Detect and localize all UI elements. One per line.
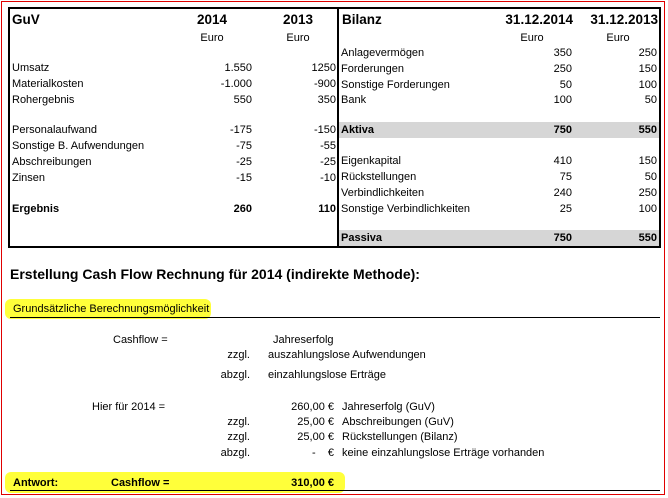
guv-row-label: Sonstige B. Aufwendungen: [12, 140, 145, 152]
guv-result-2014: 260: [233, 203, 252, 215]
guv-row-value-2013: -25: [320, 156, 336, 168]
bilanz-row-value-2013: 50: [644, 171, 657, 183]
guv-row-value-2014: -1.000: [220, 78, 252, 90]
bilanz-row-label: Forderungen: [341, 63, 404, 75]
bilanz-row-value-2013: 250: [638, 47, 657, 59]
calc-description: Jahreserfolg (GuV): [342, 401, 435, 413]
bilanz-row-value-2014: 350: [553, 47, 572, 59]
section-label: Grundsätzliche Berechnungsmöglichkeit: [13, 303, 210, 315]
guv-row-label: Materialkosten: [12, 78, 84, 90]
calc-operator: abzgl.: [220, 447, 250, 459]
bilanz-row-label: Bank: [341, 94, 367, 106]
bilanz-unit-2014: Euro: [520, 32, 544, 44]
guv-row-value-2013: -10: [320, 172, 336, 184]
calc-description: keine einzahlungslose Erträge vorhanden: [342, 447, 545, 459]
section-underline: [10, 317, 660, 318]
guv-year-2014: 2014: [196, 12, 228, 27]
bilanz-row-value-2014: 250: [553, 63, 572, 75]
calc-label: Hier für 2014 =: [92, 401, 166, 413]
calc-amount: 25,00 €: [297, 416, 334, 428]
formula-term: Jahreserfolg: [273, 334, 334, 346]
formula-term: auszahlungslose Aufwendungen: [268, 349, 426, 361]
answer-value: 310,00 €: [291, 477, 334, 489]
guv-row-label: Zinsen: [12, 172, 46, 184]
answer-underline: [10, 490, 660, 491]
guv-title: GuV: [12, 12, 40, 27]
guv-row-value-2013: 350: [317, 94, 336, 106]
guv-row-label: Rohergebnis: [12, 94, 75, 106]
guv-year-2013: 2013: [282, 12, 314, 27]
guv-row-value-2014: -75: [236, 140, 252, 152]
bilanz-row-label: Verbindlichkeiten: [341, 187, 425, 199]
guv-row-value-2014: 1.550: [224, 62, 252, 74]
guv-row-label: Umsatz: [12, 62, 50, 74]
bilanz-row-value-2013: 100: [638, 79, 657, 91]
calc-amount: 260,00 €: [291, 401, 334, 413]
guv-row-value-2013: -150: [313, 124, 336, 136]
bilanz-row-label: Rückstellungen: [341, 171, 417, 183]
bilanz-date-2013: 31.12.2013: [590, 12, 658, 27]
bilanz-row-value-2013: 250: [638, 187, 657, 199]
bilanz-row-value-2014: 75: [559, 171, 572, 183]
guv-row-value-2014: 550: [233, 94, 252, 106]
formula-term: einzahlungslose Erträge: [268, 369, 387, 381]
bilanz-row-value-2014: 25: [559, 203, 572, 215]
passiva-label: Passiva: [341, 232, 382, 244]
bilanz-row-value-2013: 150: [638, 155, 657, 167]
guv-row-value-2013: -900: [313, 78, 336, 90]
bilanz-row-value-2013: 50: [644, 94, 657, 106]
formula-label: Cashflow =: [113, 334, 168, 346]
calc-description: Abschreibungen (GuV): [342, 416, 454, 428]
answer-formula: Cashflow =: [111, 477, 170, 489]
bilanz-row-value-2014: 100: [553, 94, 572, 106]
passiva-2014: 750: [553, 232, 572, 244]
calc-amount: 25,00 €: [297, 431, 334, 443]
guv-row-value-2013: 1250: [311, 62, 336, 74]
bilanz-row-label: Sonstige Forderungen: [341, 79, 450, 91]
aktiva-2013: 550: [638, 124, 657, 136]
calc-operator: zzgl.: [227, 431, 250, 443]
bilanz-title: Bilanz: [342, 12, 382, 27]
guv-result-label: Ergebnis: [12, 203, 60, 215]
formula-operator: zzgl.: [227, 349, 250, 361]
bilanz-unit-2013: Euro: [606, 32, 630, 44]
bilanz-date-2014: 31.12.2014: [505, 12, 573, 27]
passiva-2013: 550: [638, 232, 657, 244]
calc-amount: - €: [311, 447, 334, 459]
bilanz-row-value-2013: 100: [638, 203, 657, 215]
bilanz-row-label: Eigenkapital: [341, 155, 401, 167]
guv-result-2013: 110: [318, 203, 336, 215]
calc-operator: zzgl.: [227, 416, 250, 428]
bilanz-row-value-2014: 410: [553, 155, 572, 167]
calc-description: Rückstellungen (Bilanz): [342, 431, 458, 443]
formula-operator: abzgl.: [220, 369, 250, 381]
bilanz-row-label: Sonstige Verbindlichkeiten: [341, 203, 471, 215]
guv-row-label: Personalaufwand: [12, 124, 98, 136]
cashflow-heading: Erstellung Cash Flow Rechnung für 2014 (indirekte Methode):: [10, 266, 420, 282]
guv-row-value-2014: -175: [229, 124, 252, 136]
answer-label: Antwort:: [13, 477, 59, 489]
aktiva-label: Aktiva: [341, 124, 375, 136]
aktiva-2014: 750: [553, 124, 572, 136]
bilanz-row-label: Anlagevermögen: [341, 47, 425, 59]
guv-row-label: Abschreibungen: [12, 156, 92, 168]
guv-unit-2013: Euro: [286, 32, 310, 44]
guv-unit-2014: Euro: [200, 32, 224, 44]
bilanz-row-value-2013: 150: [638, 63, 657, 75]
bilanz-row-value-2014: 240: [553, 187, 572, 199]
guv-row-value-2014: -15: [236, 172, 252, 184]
bilanz-row-value-2014: 50: [559, 79, 572, 91]
guv-row-value-2014: -25: [236, 156, 252, 168]
guv-row-value-2013: -55: [320, 140, 336, 152]
